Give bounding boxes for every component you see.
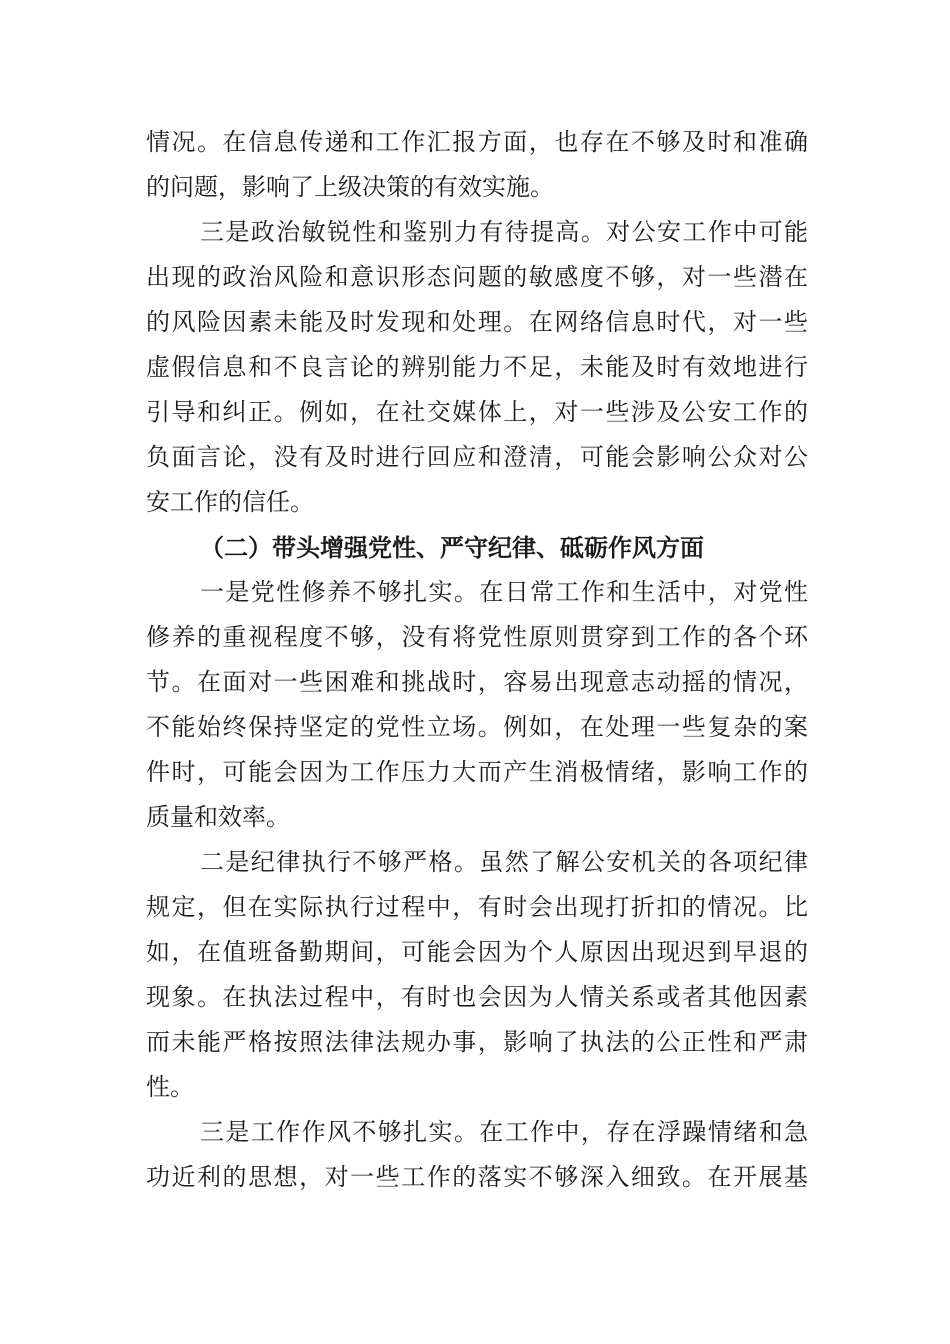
body-line: 功近利的思想，对一些工作的落实不够深入细致。在开展基 [146,1163,808,1191]
body-line: 不能始终保持坚定的党性立场。例如，在处理一些复杂的案 [146,713,808,741]
paragraph-first-line: 一是党性修养不够扎实。在日常工作和生活中，对党性 [200,578,808,606]
body-line: 情况。在信息传递和工作汇报方面，也存在不够及时和准确 [146,128,808,156]
body-line: 而未能严格按照法律法规办事，影响了执法的公正性和严肃 [146,1028,808,1056]
body-line: 出现的政治风险和意识形态问题的敏感度不够，对一些潜在 [146,263,808,291]
paragraph-first-line: 三是工作作风不够扎实。在工作中，存在浮躁情绪和急 [200,1118,808,1146]
body-line: 负面言论，没有及时进行回应和澄清，可能会影响公众对公 [146,443,808,471]
body-line: 修养的重视程度不够，没有将党性原则贯穿到工作的各个环 [146,623,808,651]
section-heading: （二）带头增强党性、严守纪律、砥砺作风方面 [200,533,704,562]
body-line: 节。在面对一些困难和挑战时，容易出现意志动摇的情况， [146,668,808,696]
body-line: 质量和效率。 [146,803,290,831]
document-body [146,120,808,1200]
body-line: 虚假信息和不良言论的辨别能力不足，未能及时有效地进行 [146,353,808,381]
body-line: 的风险因素未能及时发现和处理。在网络信息时代，对一些 [146,308,808,336]
paragraph-first-line: 三是政治敏锐性和鉴别力有待提高。对公安工作中可能 [200,218,808,246]
body-line: 的问题，影响了上级决策的有效实施。 [146,173,554,201]
body-line: 件时，可能会因为工作压力大而产生消极情绪，影响工作的 [146,758,808,786]
body-line: 如，在值班备勤期间，可能会因为个人原因出现迟到早退的 [146,938,808,966]
body-line: 现象。在执法过程中，有时也会因为人情关系或者其他因素 [146,983,808,1011]
body-line: 性。 [146,1073,194,1101]
body-line: 规定，但在实际执行过程中，有时会出现打折扣的情况。比 [146,893,808,921]
body-line: 引导和纠正。例如，在社交媒体上，对一些涉及公安工作的 [146,398,808,426]
body-line: 安工作的信任。 [146,488,314,516]
paragraph-first-line: 二是纪律执行不够严格。虽然了解公安机关的各项纪律 [200,848,808,876]
